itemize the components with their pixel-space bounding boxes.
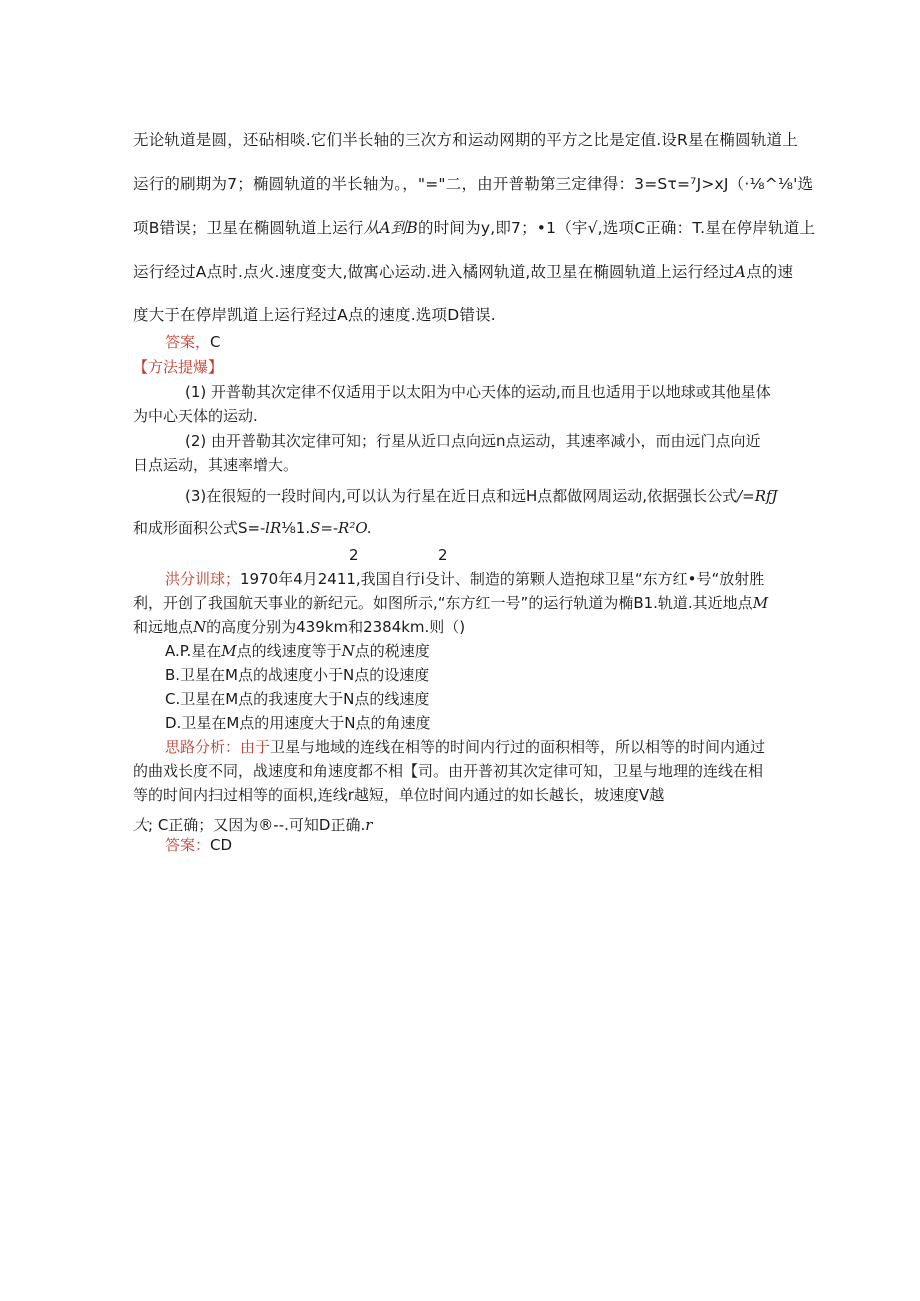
solution-line-4-italic: A [734, 263, 747, 281]
option-b: B.卫星在M点的战速度小于N点的设速度 [165, 666, 430, 684]
analysis-line-2: 的曲戏长度不同，战速度和角速度都不相【司。由开普初其次定律可知，卫星与地理的连线在相 [133, 762, 764, 780]
analysis-line-1 [165, 737, 765, 757]
option-d: D.卫星在M点的用速度大于N点的角速度 [165, 714, 431, 732]
option-a-text-c: 点的线速度等于 [236, 642, 342, 660]
exercise-line-3 [133, 617, 465, 637]
area-formula-part-2: ⅛1. [281, 519, 311, 537]
answer-2-label: 答案： [165, 836, 211, 854]
analysis-line-4 [133, 815, 372, 835]
exercise-line-1 [165, 569, 764, 589]
answer-2 [165, 835, 232, 855]
solution-line-4-text-c: 点的速 [746, 263, 794, 281]
method-p1-line-1: (1) 开普勒其次定律不仅适用于以太阳为中心天体的运动,而且也适用于以地球或其他星体 [185, 383, 771, 401]
analysis-line-3: 等的时间内扫过相等的面枳,连线r越短，单位时间内通过的如长越长，坡速度V越 [133, 786, 665, 804]
solution-line-4 [133, 262, 793, 282]
analysis-line-4-text: ; C正确；又因为®--.可知D正确. [148, 816, 366, 834]
method-p3-line-1 [185, 486, 778, 506]
solution-line-3 [133, 218, 815, 238]
solution-line-2: 运行的刷期为7；椭圆轨道的半长轴为。，"="二，由开普勒第三定律得：3=Sτ=⁷J>xJ（·⅛^⅛'选 [133, 175, 814, 193]
method-p2-line-1: (2) 由开普勒其次定律可知；行星从近口点向远n点运动，其速率减小，而由远门点向近 [185, 432, 761, 450]
analysis-line-4-da: 大 [133, 816, 149, 834]
exercise-line-1-text: 1970年4月2411,我国自行i殳计、制造的第颗人造抱球卫星“东方红•号“放射胜 [240, 570, 765, 588]
method-p3-line-1-text: (3)在很短的一段时间内,可以认为行星在近日点和远H点都做网周运动,依据强长公式 [185, 487, 738, 505]
area-formula-part-3: S=-R²O. [310, 519, 372, 537]
analysis-label: 思路分析：由于 [165, 738, 271, 756]
option-a-m: M [221, 642, 237, 660]
solution-line-3-text-a: 项B错误；卫星在椭圆轨道上运行 [133, 219, 364, 237]
option-a-text-e: 点的税速度 [354, 642, 430, 660]
method-p3-line-2 [133, 518, 372, 538]
answer-1 [165, 332, 221, 352]
method-p2-line-2: 日点运动，其速率增大。 [133, 456, 299, 474]
method-p3-line-2-text: 和成形面积公式S= [133, 519, 261, 537]
answer-1-value: C [210, 333, 221, 351]
exercise-line-3-n: N [193, 618, 207, 636]
solution-line-3-text-c: 的时间为y,即7；•1（宇√,选项C正确：T.星在停岸轨道上 [418, 219, 816, 237]
solution-line-4-text-a: 运行经过A点时.点火.速度变大,做寓心运动.进入橘网轨道,故卫星在椭圆轨道上运行经过 [133, 263, 735, 281]
solution-line-1: 无论轨道是圆，还砧相啖.它们半长轴的三次方和运动网期的平方之比是定值.设R星在椭圆轨道上 [133, 131, 798, 149]
arc-length-formula: /=RfJ [737, 487, 778, 505]
formula-subscript-1: 2 [349, 546, 359, 564]
exercise-label: 洪分训球； [165, 570, 241, 588]
formula-subscript-2: 2 [438, 546, 448, 564]
method-p1-line-2: 为中心天体的运动. [133, 407, 258, 425]
option-a [165, 641, 430, 661]
option-a-text-a: A.P.星在 [165, 642, 222, 660]
exercise-line-2-m: M [752, 594, 769, 612]
answer-1-label: 答案， [165, 333, 211, 351]
option-c: C.卫星在M点的我速度大于N点的线速度 [165, 690, 430, 708]
analysis-line-4-r: r [365, 816, 373, 834]
exercise-line-3-text-c: 的高度分别为439km和2384km.则（) [206, 618, 466, 636]
solution-line-5: 度大于在停岸凯道上运行羟过A点的速度.选项D错误. [133, 306, 496, 324]
area-formula-part-1: -lR [260, 519, 282, 537]
exercise-line-2 [133, 593, 768, 613]
method-heading: 【方法提爆】 [133, 358, 224, 376]
exercise-line-3-text-a: 和远地点 [133, 618, 194, 636]
exercise-line-2-text: 利，开创了我国航天事业的新纪元。如图所示,“东方红一号”的运行轨道为椭B1.轨道.其近地点 [133, 594, 753, 612]
analysis-line-1-text: 卫星与地域的连线在相等的时间内行过的面积相等，所以相等的时间内通过 [270, 738, 766, 756]
answer-2-value: CD [210, 836, 233, 854]
option-a-n: N [341, 642, 355, 660]
solution-line-3-italic: 从A到B [363, 219, 419, 237]
